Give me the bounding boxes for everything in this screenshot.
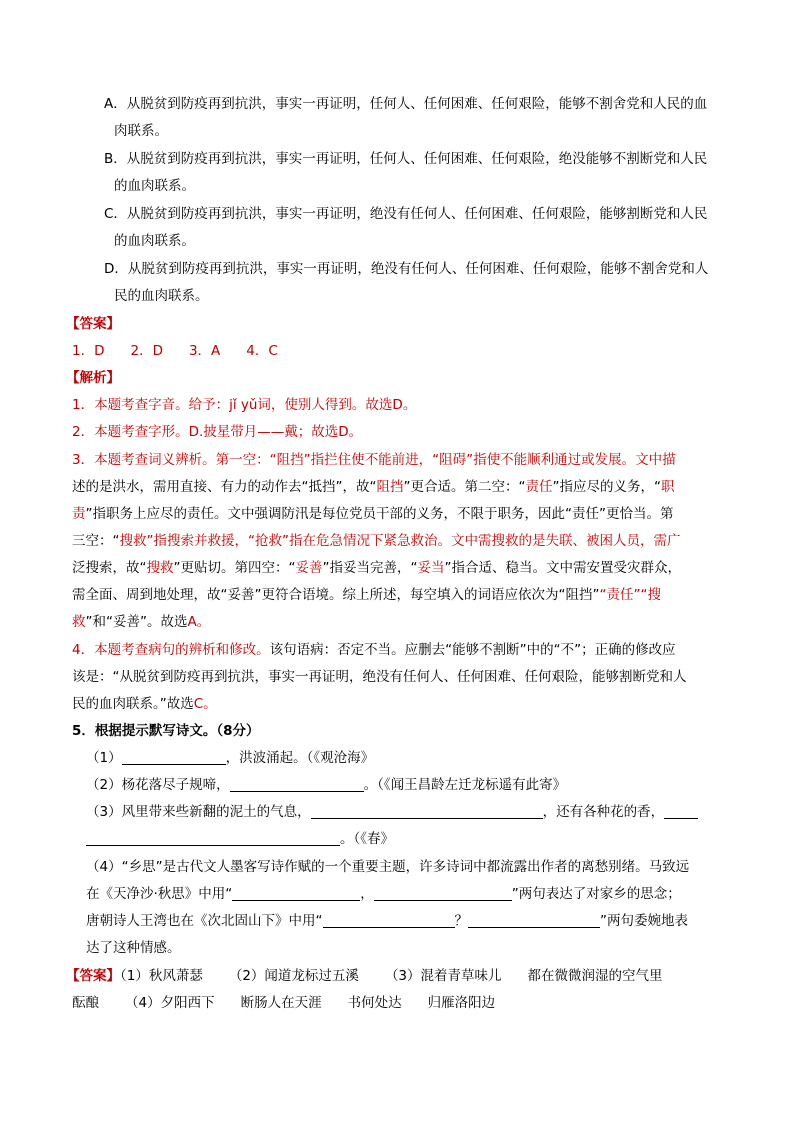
text-run: 救 <box>72 614 86 630</box>
q5-sub3 <box>86 802 698 822</box>
text-run: 责 <box>72 506 86 522</box>
text-run: 妥善 <box>295 560 323 576</box>
q5-sub4-line3 <box>86 911 688 931</box>
answer-heading: 【答案】 <box>66 316 120 332</box>
fill-blank[interactable] <box>311 804 543 819</box>
analysis-q4-line3 <box>72 694 217 714</box>
option-c-line1: C．从脱贫到防疫再到抗洪，事实一再证明，绝没有任何人、任何困难、任何艰险，能够割断党和人民 <box>104 206 708 222</box>
text-run: （2）闻道龙标过五溪 <box>228 968 359 984</box>
answer5-line2 <box>72 993 495 1013</box>
text-run: （1）秋风萧瑟 <box>120 968 203 984</box>
analysis-q3-line2 <box>72 477 674 497</box>
text-run: ，洪波涌起。（《观沧海》 <box>225 750 375 766</box>
fill-blank[interactable] <box>122 750 226 765</box>
text-run: 搜救”指搜索并救援，“抢救”指在危急情况下紧急救治。文中需搜救的是失联、被困人员，需广 <box>119 533 681 549</box>
answer-item: 4．C <box>246 343 278 359</box>
analysis-q3-line1 <box>72 450 676 470</box>
text-run: 搜救 <box>146 560 174 576</box>
fill-blank[interactable] <box>374 886 512 901</box>
option-c-line2: 的血肉联系。 <box>114 233 195 249</box>
analysis-heading: 【解析】 <box>66 370 120 386</box>
analysis-q3-line7 <box>72 612 210 632</box>
fill-blank[interactable] <box>323 913 455 928</box>
fill-blank[interactable] <box>230 777 364 792</box>
q5-sub2 <box>86 775 566 795</box>
answer-item: 1．D <box>72 343 105 359</box>
q5-sub1 <box>86 748 374 768</box>
text-run: “阻碍”指使不能顺利通过或发展。文中描 <box>432 452 676 468</box>
text-run: 。（《春》 <box>340 831 394 847</box>
text-run: 该句语病：否定不当。应删去“能够不割断”中的“不”；正确的修改应 <box>269 642 676 658</box>
option-a-line2: 肉联系。 <box>114 123 168 139</box>
text-run: （4）夕阳西下 <box>125 995 215 1011</box>
q5-sub3-cont <box>86 829 394 849</box>
q5-sub4-line2 <box>86 884 681 904</box>
text-run: “责任”“搜 <box>599 587 661 603</box>
text-run: 述的是洪水，需用直接、有力的动作去“抵挡”，故“ <box>72 479 377 495</box>
text-run: （3）混着青草味儿 <box>384 968 502 984</box>
analysis-q3-line5 <box>72 558 681 578</box>
text-run: 4．本题考查病句的辨析和修改。 <box>72 642 270 658</box>
option-d-line2: 民的血肉联系。 <box>114 288 209 304</box>
analysis-q4-line2: 该是：“从脱贫到防疫再到抗洪，事实一再证明，绝没有任何人、任何困难、任何艰险，能够割断党和人 <box>72 669 687 685</box>
text-run: ”更合适。第二空：“ <box>403 479 526 495</box>
option-a-line1: A．从脱贫到防疫再到抗洪，事实一再证明，任何人、任何困难、任何艰险，能够不割舍党和人民的血 <box>104 96 708 112</box>
text-run: C。 <box>193 696 217 712</box>
text-run: A。 <box>187 614 211 630</box>
text-run: 书何处达 <box>347 995 402 1011</box>
text-run: ”更贴切。第四空：“ <box>173 560 296 576</box>
question5-title: 5．根据提示默写诗文。（8分） <box>72 723 260 739</box>
option-d-line1: D．从脱贫到防疫再到抗洪，事实一再证明，绝没有任何人、任何困难、任何艰险，能够不割舍党和人 <box>104 261 709 277</box>
analysis-q1 <box>72 395 416 415</box>
analysis-q3-line4 <box>72 531 680 551</box>
option-b-line1: B．从脱贫到防疫再到抗洪，事实一再证明，任何人、任何困难、任何艰险，绝没能够不割断党和人民 <box>104 151 708 167</box>
text-run: 妥当 <box>417 560 445 576</box>
text-run: 断肠人在天涯 <box>240 995 322 1011</box>
text-run: ”指妥当完善，“ <box>322 560 418 576</box>
answer-item: 3．A <box>188 343 221 359</box>
text-run: ？ <box>454 913 468 929</box>
fill-blank[interactable] <box>664 804 698 819</box>
text-run: 。（《闻王昌龄左迁龙标遥有此寄》 <box>363 777 567 793</box>
analysis-q4-line1 <box>72 640 676 660</box>
text-run: 3．本题考查词义辨析。第一空：“阻挡”指拦住使不能前进， <box>72 452 433 468</box>
fill-blank[interactable] <box>86 831 340 846</box>
text-run: ”指职务上应尽的责任。文中强调防汛是每位党员干部的义务，不限于职务，因此“责任”更恰当。第 <box>85 506 674 522</box>
text-run: （3）风里带来些新翻的泥土的气息， <box>86 804 311 820</box>
analysis-q1-label: 1．本题考查字音。 <box>72 397 189 413</box>
fill-blank[interactable] <box>468 913 600 928</box>
text-run: ”两句表达了对家乡的思念； <box>511 886 681 902</box>
text-run: 阻挡 <box>376 479 404 495</box>
q5-sub4-line4: 达了这种情感。 <box>86 940 181 956</box>
answer-item: 2．D <box>130 343 163 359</box>
analysis-q3-line3 <box>72 504 673 524</box>
text-run: ”指应尽的义务，“ <box>552 479 661 495</box>
answer-list <box>72 341 278 361</box>
text-run: 唐朝诗人王湾也在《次北固山下》中用“ <box>86 913 323 929</box>
text-run: ”和“妥善”。故选 <box>85 614 188 630</box>
fill-blank[interactable] <box>232 886 360 901</box>
analysis-q1-text: 给予：jǐ yǔ词，使别人得到。故选D。 <box>188 397 417 413</box>
text-run: ”指合适、稳当。文中需安置受灾群众， <box>444 560 681 576</box>
text-run: 在《天净沙·秋思》中用“ <box>86 886 233 902</box>
text-run: 职 <box>660 479 675 495</box>
text-run: ，还有各种花的香， <box>542 804 665 820</box>
analysis-q3-line6 <box>72 585 661 605</box>
analysis-q2: 2．本题考查字形。D.披星带月——戴；故选D。 <box>72 424 363 440</box>
option-b-line2: 的血肉联系。 <box>114 178 195 194</box>
text-run: （2）杨花落尽子规啼， <box>86 777 230 793</box>
text-run: （1） <box>86 750 122 766</box>
answer5-heading: 【答案】 <box>66 968 120 984</box>
text-run: ， <box>360 886 374 902</box>
text-run: 民的血肉联系。”故选 <box>72 696 194 712</box>
text-run: 泛搜索，故“ <box>72 560 147 576</box>
answer5-line1 <box>66 966 663 986</box>
q5-sub4-line1: （4）“乡思”是古代文人墨客写诗作赋的一个重要主题，许多诗词中都流露出作者的离愁别绪。马致远 <box>86 859 690 875</box>
text-run: 责任 <box>525 479 553 495</box>
text-run: 酝酿 <box>72 995 99 1011</box>
text-run: ”两句委婉地表 <box>600 913 688 929</box>
text-run: 三空：“ <box>72 533 120 549</box>
text-run: 需全面、周到地处理，故“妥善”更符合语境。综上所述，每空填入的词语应依次为“阻挡” <box>72 587 600 603</box>
text-run: 都在微微润湿的空气里 <box>527 968 663 984</box>
text-run: 归雁洛阳边 <box>427 995 496 1011</box>
